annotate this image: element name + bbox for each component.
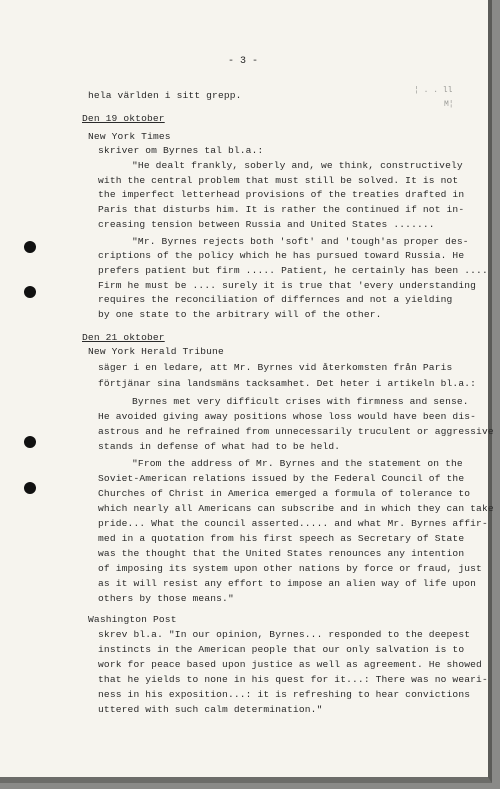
text-line: förtjänar sina landsmäns tacksamhet. Det heter i artikeln bl.a.: bbox=[98, 378, 477, 389]
source-name: New York Herald Tribune bbox=[88, 346, 224, 357]
text-line: requires the reconciliation of differnces and not a yielding bbox=[98, 294, 453, 305]
faded-stamp: M¦ bbox=[444, 100, 454, 109]
punch-hole bbox=[24, 436, 36, 448]
text-line: of imposing its system upon other nations by force or fraud, just bbox=[98, 563, 482, 574]
text-line: "He dealt frankly, soberly and, we think, constructively bbox=[132, 160, 463, 171]
text-line: the imperfect letterhead provisions of the treaties drafted in bbox=[98, 189, 465, 200]
text-line: Firm he must be .... surely it is true that 'every understanding bbox=[98, 280, 477, 291]
text-line: was the thought that the United States renounces any intention bbox=[98, 548, 465, 559]
text-line: säger i en ledare, att Mr. Byrnes vid återkomsten från Paris bbox=[98, 362, 453, 373]
text-line: pride... What the council asserted..... and what Mr. Byrnes affir- bbox=[98, 518, 488, 529]
text-line: ness in his exposition...: it is refreshing to hear convictions bbox=[98, 689, 471, 700]
text-line: stands in defense of what had to be held. bbox=[98, 441, 341, 452]
source-name: Washington Post bbox=[88, 614, 177, 625]
text-line: which nearly all Americans can subscribe and in which they can take bbox=[98, 503, 494, 514]
date-heading: Den 19 oktober bbox=[82, 113, 165, 124]
text-line: Paris that disturbs him. It is rather the continued if not in- bbox=[98, 204, 465, 215]
text-line: others by those means." bbox=[98, 593, 234, 604]
punch-hole bbox=[24, 482, 36, 494]
text-line: with the central problem that must still be solved. It is not bbox=[98, 175, 459, 186]
text-line: skriver om Byrnes tal bl.a.: bbox=[98, 145, 264, 156]
page-number: - 3 - bbox=[228, 56, 259, 67]
text-line: that he yields to none in his quest for it...: There was no weari- bbox=[98, 674, 488, 685]
text-line: uttered with such calm determination." bbox=[98, 704, 323, 715]
text-line: instincts in the American people that our only salvation is to bbox=[98, 644, 465, 655]
date-heading: Den 21 oktober bbox=[82, 332, 165, 343]
text-line: criptions of the policy which he has pursued toward Russia. He bbox=[98, 250, 465, 261]
text-line: as it will resist any effort to impose an alien way of life upon bbox=[98, 578, 477, 589]
text-line: creasing tension between Russia and United States ....... bbox=[98, 219, 435, 230]
text-line: hela världen i sitt grepp. bbox=[88, 90, 242, 101]
text-line: Soviet-American relations issued by the Federal Council of the bbox=[98, 473, 465, 484]
text-line: work for peace based upon justice as well as agreement. He showed bbox=[98, 659, 482, 670]
punch-hole bbox=[24, 286, 36, 298]
text-line: "From the address of Mr. Byrnes and the statement on the bbox=[132, 458, 463, 469]
faded-stamp: ¦ . . ll bbox=[414, 86, 453, 95]
text-line: Churches of Christ in America emerged a formula of tolerance to bbox=[98, 488, 471, 499]
text-line: skrev bl.a. "In our opinion, Byrnes... responded to the deepest bbox=[98, 629, 471, 640]
text-line: "Mr. Byrnes rejects both 'soft' and 'tough'as proper des- bbox=[132, 236, 469, 247]
text-line: astrous and he refrained from unnecessarily truculent or aggressive bbox=[98, 426, 494, 437]
text-line: Byrnes met very difficult crises with firmness and sense. bbox=[132, 396, 469, 407]
text-line: by one state to the arbitrary will of the other. bbox=[98, 309, 382, 320]
text-line: prefers patient but firm ..... Patient, he certainly has been .... bbox=[98, 265, 488, 276]
punch-hole bbox=[24, 241, 36, 253]
text-line: He avoided giving away positions whose loss would have been dis- bbox=[98, 411, 477, 422]
text-line: med in a quotation from his first speech as Secretary of State bbox=[98, 533, 465, 544]
source-name: New York Times bbox=[88, 131, 171, 142]
